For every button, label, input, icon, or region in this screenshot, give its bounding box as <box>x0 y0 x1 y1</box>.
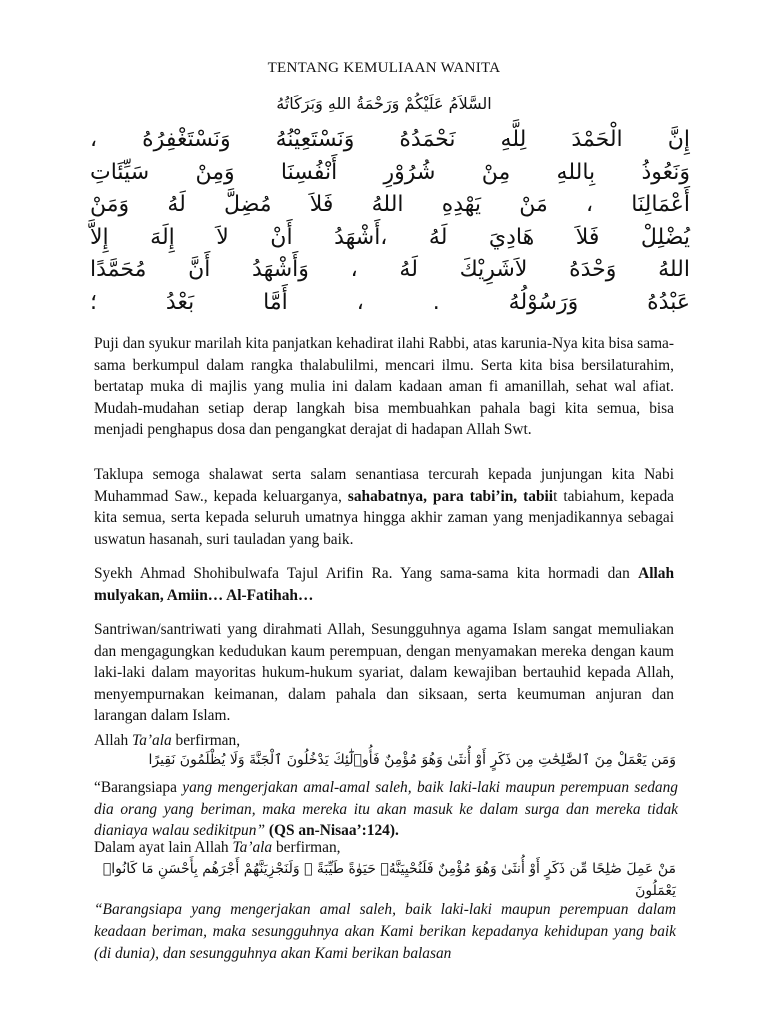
text-span: Syekh Ahmad Shohibulwafa Tajul Arifin Ra. Yang sama-sama kita hormadi dan <box>94 565 639 582</box>
italic-span: Ta’ala <box>232 839 273 856</box>
arabic-opening <box>90 124 690 319</box>
paragraph-puji: Puji dan syukur marilah kita panjatkan kehadirat ilahi Rabbi, atas karunia-Nya kita bisa sama-sama berkumpul dalam rangka thalabulilmi, mencari ilmu. Serta kita bisa bersilaturahim, bertatap muka di majlis yang mulia ini dalam kadaan aman fi amanillah, sehat wal afiat. Mudah-mudahan setiap derap langkah bisa membuahkan pahala bagi kita semua, bisa menjadi penghapus dosa dan pengangkat derajat di hadapan Allah Swt. <box>94 335 674 438</box>
salam-greeting: السَّلاَمُ عَلَيْكُمْ وَرَحْمَةُ اللهِ وَبَرَكَاتُهُ <box>276 94 492 113</box>
italic-span: yang mengerjakan amal-amal saleh, baik laki-laki maupun perempuan sedang dia orang yang beriman, maka mereka itu akan masuk ke dalam surga dan mereka tidak dianiaya walau sedikitpun” <box>94 779 678 839</box>
text-span: t tabiahum, kepada kita semua, serta kepada seluruh umatnya hingga akhir zaman yang menjadikannya sebagai uswatun hasanah, suri tauladan yang baik. <box>94 487 675 548</box>
arabic-line: يُضْلِلْ فَلاَ هَادِيَ لَهُ ،أَشْهَدُ أَنْ لاَ إِلَهَ إِلاَّ <box>90 224 690 250</box>
text-span: Dalam ayat lain Allah <box>94 839 233 856</box>
paragraph-shalawat <box>94 464 674 550</box>
text-span: berfirman, <box>171 732 241 749</box>
paragraph-syekh <box>94 563 674 606</box>
text-span: “Barangsiapa <box>94 779 183 796</box>
citation: (QS an-Nisaa’:124). <box>268 822 399 839</box>
translation-an-nisaa <box>94 777 678 842</box>
dalam-ayat-lain-line <box>94 839 341 857</box>
page-title: TENTANG KEMULIAAN WANITA <box>267 60 501 76</box>
arabic-line: اللهُ وَحْدَهُ لاَشَرِيْكَ لَهُ ، وَأَشْهَدُ أَنَّ مُحَمَّدًا <box>90 257 690 282</box>
allah-berfirman-line <box>94 732 240 750</box>
ayat-an-nisaa: وَمَن يَعْمَلْ مِنَ ٱلصَّٰلِحَٰتِ مِن ذَكَرٍ أَوْ أُنثَىٰ وَهُوَ مُؤْمِنٌ فَأُو۟لَٰٓئِكَ يَدْخُلُونَ ٱلْجَنَّةَ وَلَا يُظْلَمُونَ نَقِيرًا <box>148 752 676 768</box>
paragraph-santri: Santriwan/santriwati yang dirahmati Allah, Sesungguhnya agama Islam sangat memuliakan dan mengagungkan kedudukan kaum perempuan, dengan menyamakan mereka dengan kaum laki-laki dalam mayoritas hukum-hukum syariat, dalam kewajiban bertauhid kepada Allah, menyempurnakan keimanan, dalam pahala dan siksaan, serta keumuman anjuran dan larangan dalam Islam. <box>94 621 674 724</box>
text-span: Allah <box>94 732 133 749</box>
translation-an-nahl: “Barangsiapa yang mengerjakan amal saleh, baik laki-laki maupun perempuan dalam keadaan beriman, maka sesungguhnya akan Kami berikan kepadanya kehidupan yang baik (di dunia), dan sesungguhnya akan Kami berikan balasan <box>94 901 676 962</box>
bold-span: sahabatnya, para tabi’in, tabii <box>347 487 554 505</box>
italic-span: Ta’ala <box>132 732 172 749</box>
ayat-an-nahl: مَنْ عَمِلَ صَٰلِحًا مِّن ذَكَرٍ أَوْ أُنثَىٰ وَهُوَ مُؤْمِنٌ فَلَنُحْيِيَنَّهُۥ حَيَوٰةً طَيِّبَةً ۖ وَلَنَجْزِيَنَّهُمْ أَجْرَهُم بِأَحْسَنِ مَا كَانُوا۟ يَعْمَلُونَ <box>102 861 676 899</box>
arabic-line: وَنَعُوذُ بِاللهِ مِنْ شُرُوْرِ أَنْفُسِنَا وَمِنْ سَيِّئَاتِ <box>90 159 690 185</box>
arabic-line: عَبْدُهُ وَرَسُوْلُهُ . ، أَمَّا بَعْدُ ؛ <box>90 289 690 315</box>
arabic-line: إِنَّ الْحَمْدَ لِلَّهِ نَحْمَدُهُ وَنَسْتَعِيْنُهُ وَنَسْتَغْفِرُهُ ، <box>90 127 690 152</box>
text-span: berfirman, <box>272 839 341 856</box>
text-span: Taklupa semoga shalawat serta salam senantiasa tercurah kepada junjungan kita Nabi Muhammad Saw., kepada keluarganya, <box>94 466 674 505</box>
bold-span: Allah mulyakan, Amiin… Al-Fatihah… <box>94 565 674 604</box>
arabic-line: أَعْمَالِنَا ، مَنْ يَهْدِهِ اللهُ فَلاَ مُضِلَّ لَهُ وَمَنْ <box>90 192 690 217</box>
